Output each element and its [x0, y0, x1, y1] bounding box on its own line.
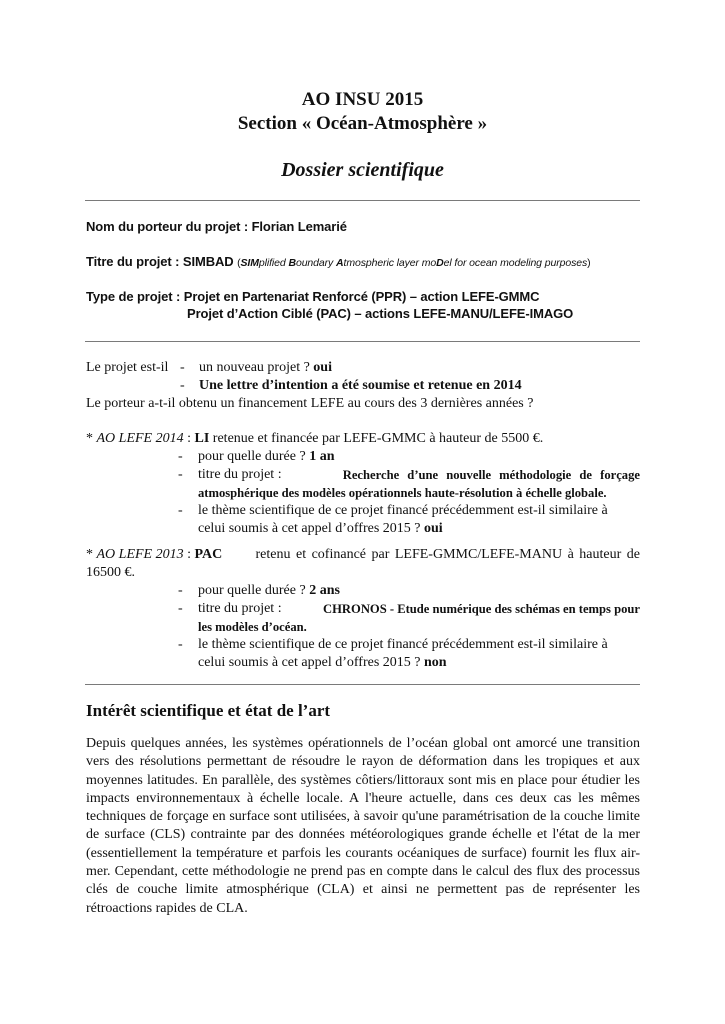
divider-3	[85, 684, 640, 685]
document-subtitle: Dossier scientifique	[281, 159, 444, 181]
type-value-2: Projet d’Action Ciblé (PAC) – actions LEFE-MANU/LEFE-IMAGO	[187, 306, 574, 321]
lefe-2014-line: * AO LEFE 2014 : LI retenue et financée par LEFE-GMMC à hauteur de 5500 €.	[86, 431, 544, 446]
lefe-2014-theme: le thème scientifique de ce projet financé précédemment est-il similaire à celui soumis à cet appel d’offres 2015 ? oui	[198, 503, 608, 536]
divider-2	[85, 341, 640, 342]
lefe-2014-ao: AO LEFE 2014	[96, 431, 184, 446]
type-value-1: Projet en Partenariat Renforcé (PPR) – action LEFE-GMMC	[183, 289, 540, 304]
lefe-2013-ao: AO LEFE 2013	[96, 547, 184, 562]
titre-line	[86, 253, 640, 272]
lefe-2013-kind: PAC	[194, 547, 223, 562]
lefe-2013-line: * AO LEFE 2013 : PAC retenu et cofinancé par LEFE-GMMC/LEFE-MANU à hauteur de 16500 €.	[86, 547, 640, 580]
dash: -	[178, 637, 183, 652]
type-label: Type de projet :	[86, 289, 181, 304]
lefe-2013-duree: pour quelle durée ? 2 ans	[198, 583, 340, 598]
porteur-line	[86, 218, 640, 236]
dash: -	[178, 503, 183, 518]
question-nouveau-projet	[86, 359, 640, 377]
lefe-2014-titre: titre du projet : Recherche d’une nouvelle méthodologie de forçage atmosphérique des modèles opérationnels haute-résolution à échelle globale.	[198, 467, 640, 500]
divider-1	[85, 200, 640, 201]
titre-expansion: (SIMplified Boundary Atmospheric layer moDel for ocean modeling purposes)	[237, 257, 591, 269]
porteur-value: Florian Lemarié	[251, 219, 347, 234]
question-nouveau-text: un nouveau projet ? oui	[199, 360, 332, 375]
type-line-1	[86, 288, 640, 306]
dash: -	[180, 360, 185, 375]
question-financement: Le porteur a-t-il obtenu un financement LEFE au cours des 3 dernières années ?	[86, 396, 534, 411]
lefe-2014-kind: LI	[194, 431, 210, 446]
lefe-2014-duree: pour quelle durée ? 1 an	[198, 449, 335, 464]
lefe-2013-titre: titre du projet : CHRONOS - Etude numérique des schémas en temps pour les modèles d’océan.	[198, 601, 640, 634]
lettre-intention-text: Une lettre d’intention a été soumise et retenue en 2014	[199, 378, 522, 393]
titre-value: SIMBAD	[182, 254, 234, 269]
lefe-2013-theme: le thème scientifique de ce projet financé précédemment est-il similaire à celui soumis à cet appel d’offres 2015 ? non	[198, 637, 608, 670]
document-title: AO INSU 2015	[301, 89, 424, 110]
question-label: Le projet est-il	[86, 360, 169, 375]
dash: -	[178, 467, 183, 482]
dash: -	[180, 378, 185, 393]
titre-label: Titre du projet :	[86, 254, 180, 269]
dash: -	[178, 449, 183, 464]
answer-nouveau: oui	[313, 360, 332, 375]
section-heading: Intérêt scientifique et état de l’art	[86, 701, 331, 720]
document-section-title: Section « Océan-Atmosphère »	[237, 113, 488, 134]
dash: -	[178, 583, 183, 598]
dash: -	[178, 601, 183, 616]
type-line-2	[187, 305, 725, 323]
porteur-label: Nom du porteur du projet :	[86, 219, 249, 234]
section-paragraph: Depuis quelques années, les systèmes opérationnels de l’océan global ont amorcé une transition vers des résolutions permettant de résoudre le rayon de déformation dans les tropiques et aux moyennes latitudes. En parallèle, des systèmes côtiers/littoraux sont mis en place pour étudier les impacts environnementaux à échelle locale. A l'heure actuelle, dans ces deux cas les mêmes techniques de forçage en surface sont utilisées, à savoir qu'une paramétrisation de la couche limite de surface (CLS) contrainte par des données météorologiques grande échelle et l'état de la mer (essentiellement la température et parfois les courants océaniques de surface) fournit les flux air-mer. Cependant, cette méthodologie ne prend pas en compte dans le calcul des flux des processus clés de couche limite atmosphérique (CLA) et ainsi ne permettent pas de représenter les rétroactions rapides de CLA.	[86, 736, 640, 916]
